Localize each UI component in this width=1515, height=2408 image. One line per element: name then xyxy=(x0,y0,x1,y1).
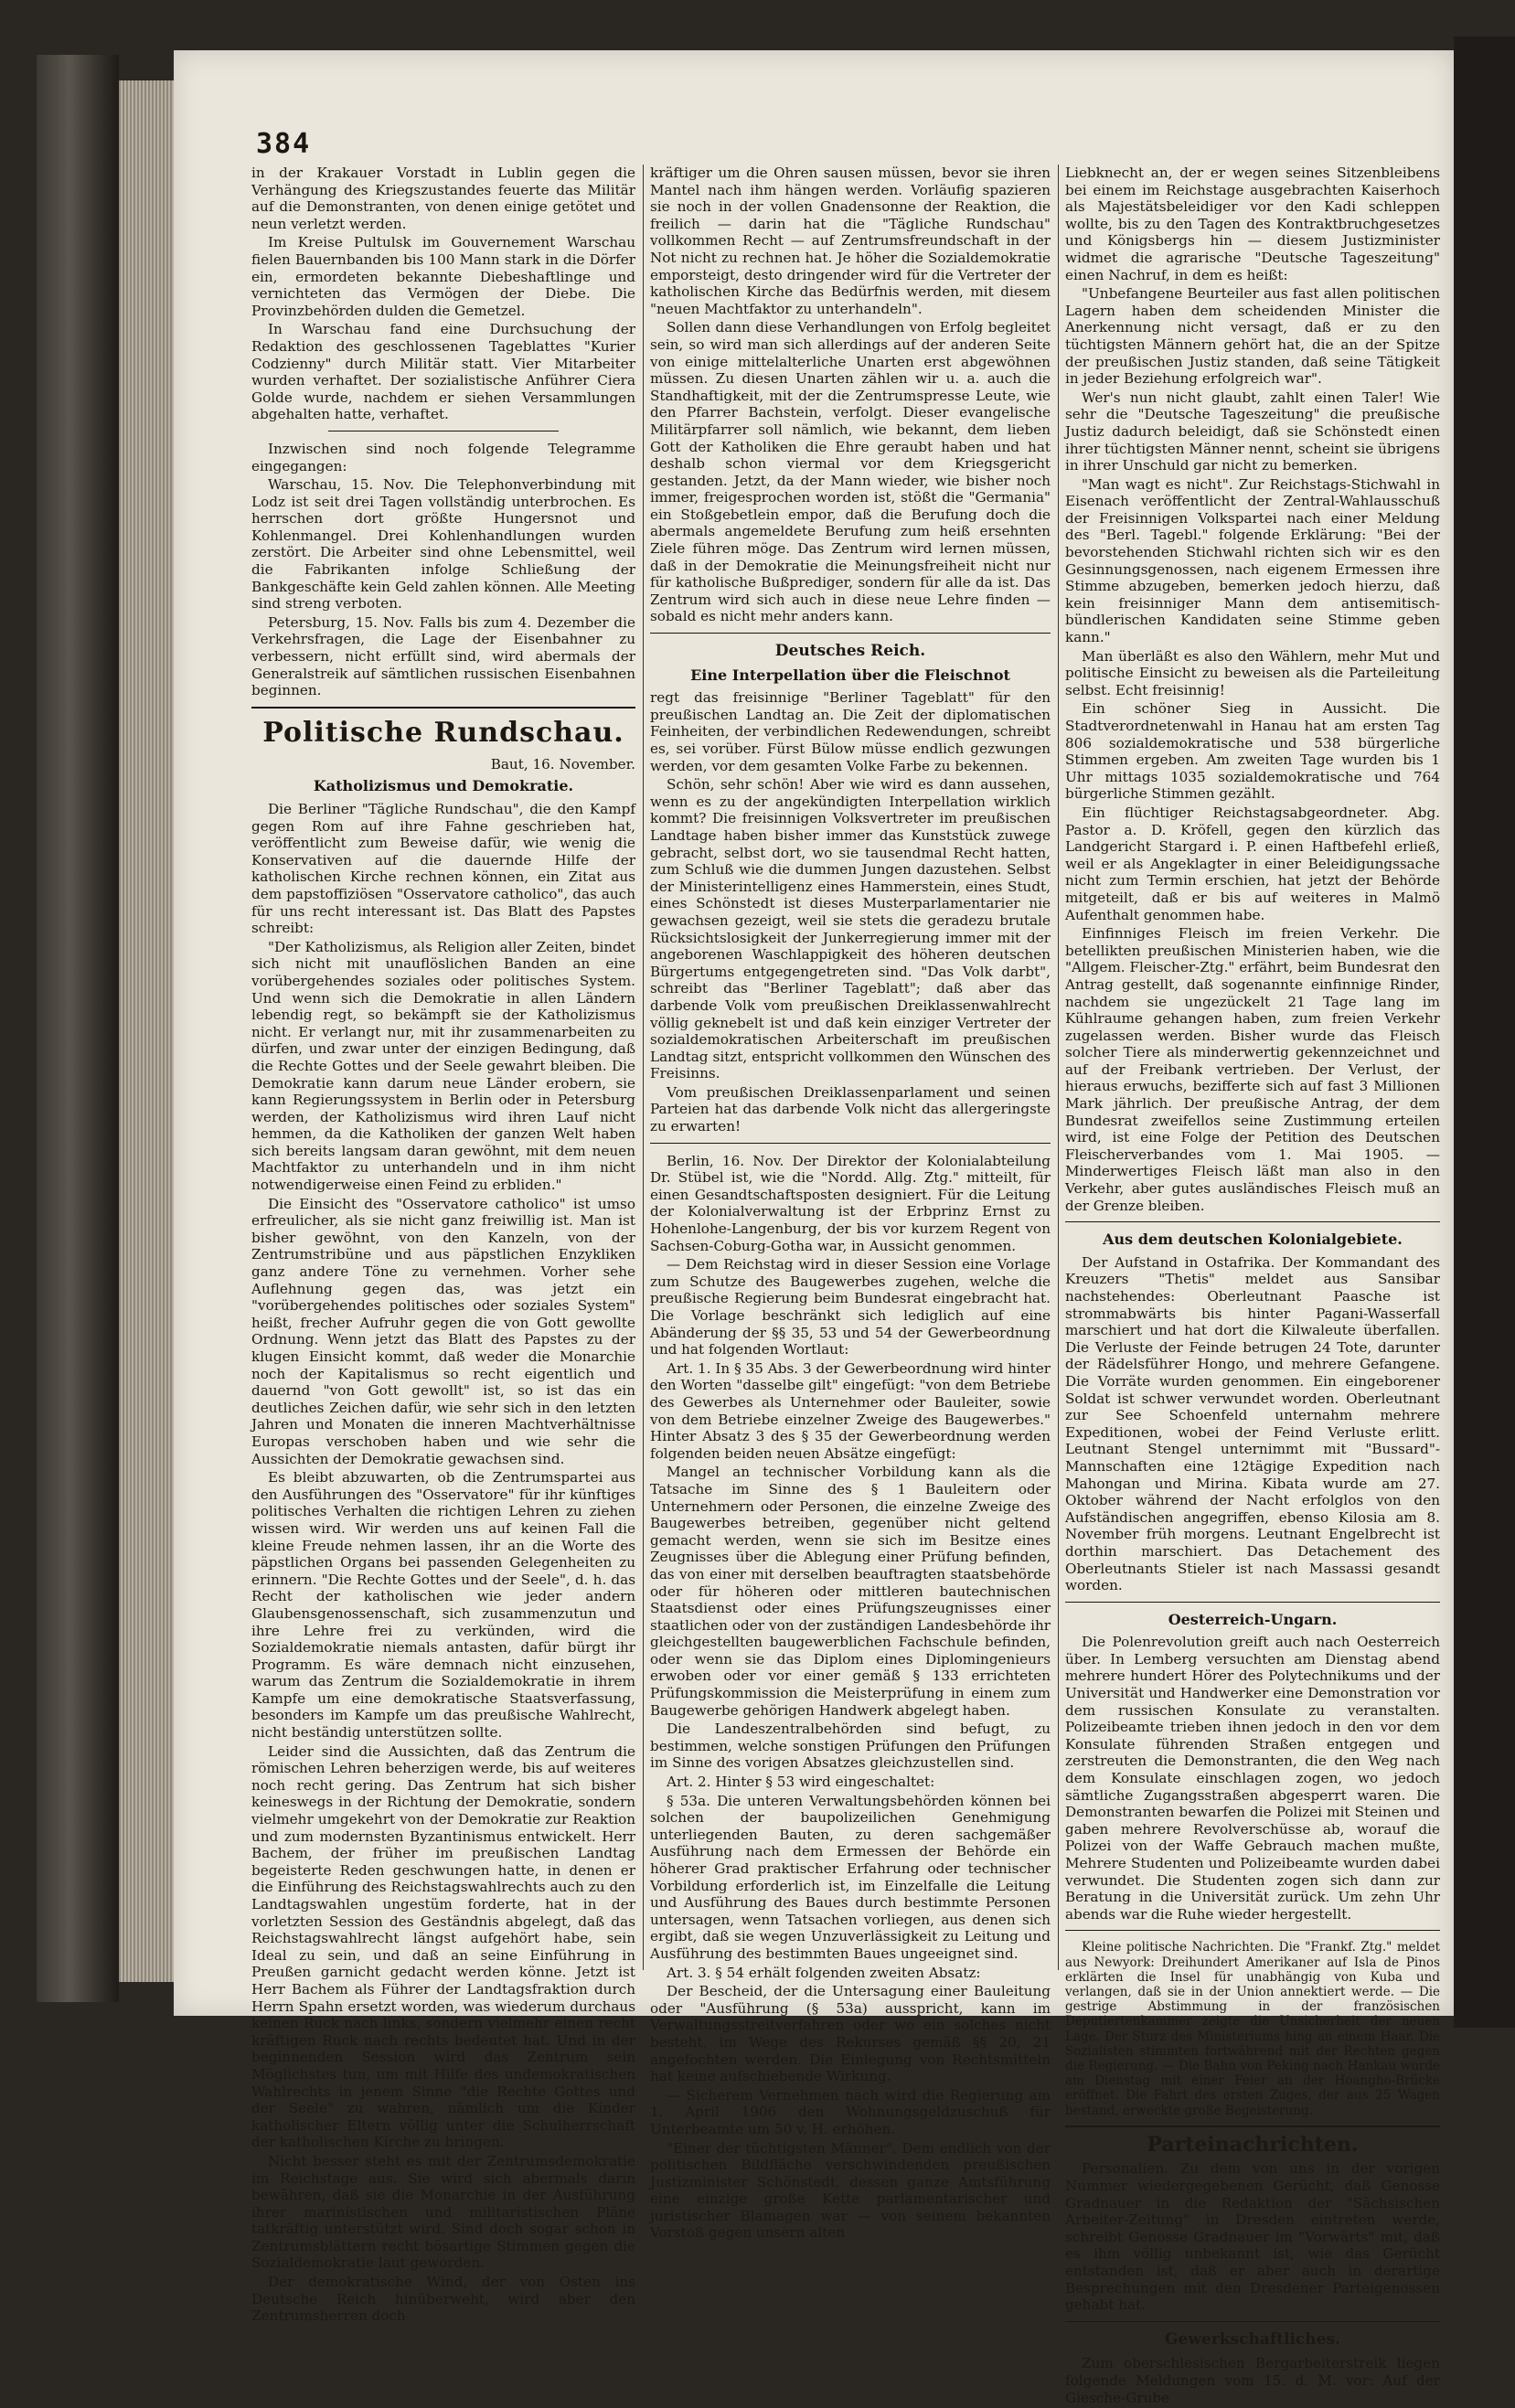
section-title: Politische Rundschau. xyxy=(262,716,624,749)
paragraph: Zum oberschlesischen Bergarbeiterstreik liegen folgende Meldungen vom 15. d. M. vor: Auf der Giesche-Grube xyxy=(1065,2355,1440,2406)
book-binding xyxy=(37,55,119,2002)
paragraph: Die Berliner "Tägliche Rundschau", die den Kampf gegen Rom auf ihre Fahne geschrieben hat, veröffentlicht zum Beweise dafür, wie wenig die Konservativen auf die dauernde Hilfe der katholischen Kirche rechnen können, ein Zitat aus dem papstoffiziösen "Osservatore catholico", das auch für uns recht interessant ist. Das Blatt des Papstes schreibt: xyxy=(251,801,635,937)
divider xyxy=(650,633,1051,634)
column-rule xyxy=(643,165,644,1970)
paragraph: Inzwischen sind noch folgende Telegramme eingegangen: xyxy=(251,440,635,474)
section-title: Deutsches Reich. xyxy=(774,642,926,661)
paragraph: regt das freisinnige "Berliner Tageblatt" für den preußischen Landtag an. Die Zeit der diplomatischen Feinheiten, der verbindlichen Redewendungen, schreibt es, sei vorüber. Fürst Bülow müsse endlich gezwungen werden, vor dem gesamten Volke Farbe zu bekennen. xyxy=(650,689,1051,774)
paragraph: Die Landeszentralbehörden sind befugt, zu bestimmen, welche sonstigen Prüfungen den Prüfungen im Sinne des vorigen Absatzes gleichzustellen sind. xyxy=(650,1721,1051,1772)
paragraph: Liebknecht an, der er wegen seines Sitzenbleibens bei einem im Reichstage ausgebrachten Kaiserhoch als Majestätsbeleidiger vor den Kadi schleppen wollte, bis zu den Tagen des Kontraktbruchgesetzes und Königsbergs hin — diesem Justizminister widmet die agrarische "Deutsche Tageszeitung" einen Nachruf, in dem es heißt: xyxy=(1065,165,1440,283)
paragraph: Man überläßt es also den Wählern, mehr Mut und politische Einsicht zu beweisen als die Parteileitung selbst. Echt freisinnig! xyxy=(1065,647,1440,698)
column-1 xyxy=(251,165,635,2327)
article-title: Katholizismus und Demokratie. xyxy=(313,777,574,795)
paragraph: Der Bescheid, der die Untersagung einer Bauleitung oder "Ausführung (§ 53a) ausspricht, kann im Verwaltungsstreitverfahren oder wo ein solches nicht besteht, im Wege des Rekurses gemäß §§ 20, 21 angefochten werden. Die Einlegung von Rechtsmitteln hat keine aufschiebende Wirkung. xyxy=(650,1983,1051,2085)
divider xyxy=(1065,2126,1440,2127)
divider xyxy=(328,431,559,432)
paragraph: Art. 1. In § 35 Abs. 3 der Gewerbeordnung wird hinter den Worten "dasselbe gilt" eingefügt: "von dem Betriebe des Gewerbes als Unternehmer oder Bauleiter, sowie von dem Betriebe einzelner Zweige des Baugewerbes." Hinter Absatz 3 des § 35 der Gewerbeordnung werden folgenden beiden neuen Absätze eingefügt: xyxy=(650,1359,1051,1462)
paragraph: Vom preußischen Dreiklassenparlament und seinen Parteien hat das darbende Volk nicht das allergeringste zu erwarten! xyxy=(650,1083,1051,1135)
section-title: Aus dem deutschen Kolonialgebiete. xyxy=(1103,1231,1403,1249)
column-2 xyxy=(650,165,1051,2243)
paragraph: "Man wagt es nicht". Zur Reichstags-Stichwahl in Eisenach veröffentlicht der Zentral-Wahlausschuß der Freisinnigen Volkspartei nach einer Meldung des "Berl. Tagebl." folgende Erklärung: "Bei der bevorstehenden Stichwahl richten sich wir es den Gesinnungsgenossen, nach eigenem Ermessen ihre Stimme abzugeben, bemerken jedoch hierzu, daß kein freisinniger Mann dem antisemitisch-bündlerischen Kandidaten seine Stimme geben kann." xyxy=(1065,475,1440,646)
divider xyxy=(251,707,635,709)
paragraph: § 53a. Die unteren Verwaltungsbehörden können bei solchen der baupolizeilichen Genehmigung unterliegenden Bauten, zu deren sachgemäßer Ausführung nach dem Ermessen der Behörde ein höherer Grad praktischer Erfahrung oder technischer Vorbildung erforderlich ist, im Einzelfalle die Leitung und Ausführung des Baues durch bestimmte Personen untersagen, wenn Tatsachen vorliegen, aus denen sich ergibt, daß sie wegen Unzuverlässigkeit zu Leitung und Ausführung des bestimmten Baues ungeeignet sind. xyxy=(650,1792,1051,1962)
paragraph: Ein schöner Sieg in Aussicht. Die Stadtverordnetenwahl in Hanau hat am ersten Tag 806 sozialdemokratische und 538 bürgerliche Stimmen ergeben. Am zweiten Tage wurden bis 1 Uhr mittags 1035 sozialdemokratische und 764 bürgerliche Stimmen gezählt. xyxy=(1065,700,1440,803)
paragraph: Einfinniges Fleisch im freien Verkehr. Die betellikten preußischen Ministerien haben, wie die "Allgem. Fleischer-Ztg." erfährt, beim Bundesrat den Antrag gestellt, daß sogenannte einfinnige Rinder, nachdem sie ungezückelt 21 Tage lang im Kühlraume gehangen haben, zum freien Verkehr zugelassen werden. Bisher wurde das Fleisch solcher Tiere als minderwertig gekennzeichnet und auf der Freibank vertrieben. Der Verlust, der hieraus erwuchs, bezifferte sich auf fast 3 Millionen Mark jährlich. Der preußische Antrag, der dem Bundesrat zweifellos seine Zustimmung erteilen wird, ist eine Folge der Petition des Deutschen Fleischerverbandes vom 1. Mai 1905. — Minderwertiges Fleisch läßt man also in den Verkehr, aber gutes ausländisches Fleisch muß an der Grenze bleiben. xyxy=(1065,925,1440,1214)
page-number: 384 xyxy=(256,128,312,160)
paragraph: Schön, sehr schön! Aber wie wird es dann aussehen, wenn es zu der angekündigten Interpellation wirklich kommt? Die freisinnigen Volksvertreter im preußischen Landtage haben bisher immer das Kunststück zuwege gebracht, selbst dort, wo sie tausendmal Recht hatten, zum Schluß wie die dummen Jungen dazustehen. Selbst der Ministerintelligenz eines Hammerstein, eines Studt, eines Schönstedt ist dieses Musterparlamentarier nie gewachsen gezeigt, weil sie stets die geradezu brutale Rücksichtslosigkeit der Junkerregierung immer mit der angeborenen Waschlappigkeit des höheren deutschen Bürgertums entgegengetreten sind. "Das Volk darbt", schreibt das "Berliner Tageblatt"; daß aber das darbende Volk vom preußischen Dreiklassenwahlrecht völlig geknebelt ist und daß kein einziger Vertreter der sozialdemokratischen Arbeiterschaft im preußischen Landtag sitzt, entspricht vollkommen den Wünschen des Freisinns. xyxy=(650,776,1051,1082)
scan-border xyxy=(1454,37,1515,2028)
section-title: Parteinachrichten. xyxy=(1147,2132,1359,2157)
paragraph: Kleine politische Nachrichten. Die "Frankf. Ztg." meldet aus Newyork: Dreihundert Amerikaner auf Isla de Pinos erklärten die Insel für unabhängig von Kuba und verlangen, daß sie in der Union annektiert werde. — Die gestrige Abstimmung in der französischen Deputiertenkammer zeigte die Unsicherheit der neuen Lage. Der Sturz des Ministeriums hing an einem Haar. Die Sozialisten stimmten fortwährend mit der Rechten gegen die Regierung. — Die Bahn von Peking nach Hankau wurde am Dienstag mit einer Feier an der Hoangho-Brücke eröffnet. Die Fahrt des ersten Zuges, der aus 25 Wagen bestand, erweckte große Begeisterung. xyxy=(1065,1940,1440,2118)
dateline: Baut, 16. November. xyxy=(490,755,635,772)
paragraph: Leider sind die Aussichten, daß das Zentrum die römischen Lehren beherzigen werde, bis auf weiteres noch recht gering. Das Zentrum hat sich bisher keineswegs in der Richtung der Demokratie, sondern vielmehr umgekehrt von der Demokratie zur Reaktion und zum modernsten Byzantinismus entwickelt. Herr Bachem, der früher im preußischen Landtag begeisterte Reden geschwungen hatte, in denen er die Einführung des Reichstagswahlrechts auch zu den Landtagswahlen ungestüm forderte, hat in der vorletzten Session des Geständnis abgelegt, daß das Reichstagswahlrecht längst aufgehört habe, sein Ideal zu sein, und daß an seine Einführung in Preußen garnicht gedacht werden könne. Jetzt ist Herr Bachem als Führer der Landtagsfraktion durch Herrn Spahn ersetzt worden, was wiederum durchaus keinen Ruck nach links, sondern vielmehr einen recht kräftigen Ruck nach rechts bedeutet hat. Und in der beginnenden Session wird das Zentrum sein Möglichstes tun, um mit Hilfe des undemokratischen Wahlrechts in jenem Sinne "die Rechte Gottes und der Seele" zu wahren, nämlich um die Kinder katholischer Eltern völlig unter die Schulherrschaft der katholischen Kirche zu bringen. xyxy=(251,1742,635,2151)
paragraph: "Der Katholizismus, als Religion aller Zeiten, bindet sich nicht mit unauflöslichen Banden an eine vorübergehendes soziales oder politisches System. Und wenn sich die Demokratie in allen Ländern lebendig regt, so bekämpft sie der Katholizismus nicht. Er verlangt nur, mit ihr zusammenarbeiten zu dürfen, und zwar unter der einzigen Bedingung, daß die Rechte Gottes und der Seele gewahrt bleiben. Die Demokratie kann darum neue Länder erobern, sie kann Regierungssystem in Berlin oder in Petersburg werden, der Katholizismus wird ihren Lauf nicht hemmen, da die Katholiken der ganzen Welt haben sich bereits langsam daran gewöhnt, mit dem neuen Machtfaktor zu unterhandeln und in ihm nicht notwendigerweise einen Feind zu erbliden." xyxy=(251,938,635,1194)
paragraph: — Sicherem Vernehmen nach wird die Regierung am 1. April 1906 den Wohnungsgeldzuschuß für Unterbeamte um 50 v. H. erhöhen. xyxy=(650,2086,1051,2137)
paragraph: Ein flüchtiger Reichstagsabgeordneter. Abg. Pastor a. D. Kröfell, gegen den kürzlich das Landgericht Stargard i. P. einen Haftbefehl erließ, weil er als Angeklagter in einer Beleidigungssache nicht zum Termin erschien, hat jetzt der Behörde mitgeteilt, daß er bis auf weiteres in Malmö Aufenthalt genommen habe. xyxy=(1065,804,1440,923)
paragraph: In Warschau fand eine Durchsuchung der Redaktion des geschlossenen Tageblattes "Kurier Codzienny" durch Militär statt. Vier Mitarbeiter wurden verhaftet. Der sozialistische Anführer Ciera Golde wurde, nachdem er siehen Versammlungen abgehalten hatte, verhaftet. xyxy=(251,321,635,423)
paragraph: "Unbefangene Beurteiler aus fast allen politischen Lagern haben dem scheidenden Minister die Anerkennung nicht versagt, daß er zu den tüchtigsten Männern gehört hat, die an der Spitze der preußischen Justiz standen, daß seine Tätigkeit in jeder Beziehung erfolgreich war". xyxy=(1065,285,1440,388)
divider xyxy=(650,1143,1051,1144)
paragraph: Nicht besser steht es mit der Zentrumsdemokratie im Reichstage aus. Sie wird sich abermals darin bewähren, daß sie die Monarchie in der Ausführung ihrer marinistischen und militaristischen Pläne tatkräftig unterstützt wird. Sind doch sogar schon in Zentrumsblättern recht bösartige Stimmen gegen die Sozialdemokratie laut geworden. xyxy=(251,2152,635,2272)
article-lead: Eine Interpellation über die Fleischnot xyxy=(690,666,1010,684)
section-title: Gewerkschaftliches. xyxy=(1165,2329,1340,2349)
paragraph: Sollen dann diese Verhandlungen von Erfolg begleitet sein, so wird man sich allerdings auf der anderen Seite von einige mittelalterliche Unarten erst abgewöhnen müssen. Zu diesen Unarten zählen wir u. a. auch die Standhaftigkeit, mit der die Zentrumspresse Leute, wie den Pfarrer Bachstein, verfolgt. Dieser evangelische Militärpfarrer soll nämlich, wie bekannt, dem lieben Gott der Katholiken die Ehre geraubt haben und hat deshalb schon viermal vor dem Kriegsgericht gestanden. Jetzt, da der Mann wieder, wie bisher noch immer, freigesprochen worden ist, stößt die "Germania" ein Stoßgebetlein empor, daß die Berufung doch die abermals angemeldete Berufung zum heiß ersehnten Ziele führen möge. Das Zentrum wird lernen müssen, daß in der Demokratie die Meinungsfreiheit nicht nur für katholische Bußprediger, sondern für alle da ist. Das Zentrum wird sich auch in diese neue Lehre finden — sobald es nicht mehr anders kann. xyxy=(650,319,1051,625)
paragraph: Es bleibt abzuwarten, ob die Zentrumspartei aus den Ausführungen des "Osservatore" für ihr künftiges politisches Verhalten die richtigen Lehren zu ziehen wissen wird. Wir werden uns auf keinen Fall die kleine Freude nehmen lassen, ihr an die Worte des päpstlichen Organs bei passenden Gelegenheiten zu erinnern. "Die Rechte Gottes und der Seele", d. h. das Recht der katholischen wie jeder andern Glaubensgenossenschaft, sich zusammenzutun und ihre Lehre frei zu verkünden, wird die Sozialdemokratie niemals antasten, dafür bürgt ihr Programm. Es wäre demnach nicht einzusehen, warum das Zentrum die Sozialdemokratie in ihrem Kampfe um eine demokratische Staatsverfassung, besonders im Kampfe um das preußische Wahlrecht, nicht beständig unterstützen sollte. xyxy=(251,1469,635,1742)
section-title: Oesterreich-Ungarn. xyxy=(1168,1610,1338,1628)
divider xyxy=(1065,1930,1440,1931)
page-edges xyxy=(119,80,174,1982)
divider xyxy=(1065,1602,1440,1603)
paragraph: "Einer der tüchtigsten Männer". Dem endlich von der politischen Bildfläche verschwindenden preußischen Justizminister Schönstedt, dessen ganze Amtsführung eine einzige große Kette parlamentarischer und juristischer Blamagen war — von seinem bekannten Vorstoß gegen unsern alten xyxy=(650,2139,1051,2242)
paragraph: Die Einsicht des "Osservatore catholico" ist umso erfreulicher, als sie nicht ganz freiwillig ist. Man ist bisher gewöhnt, von den Kanzeln, von der Zentrumstribüne und aus päpstlichen Enzykliken ganz andere Töne zu vernehmen. Vorher sehe Auflehnung gegen das, was jetzt ein "vorübergehendes politisches oder soziales System" heißt, frecher Aufruhr gegen die von Gott gewollte Ordnung. Wenn jetzt das Blatt des Papstes zu der klugen Einsicht kommt, daß weder die Monarchie noch der Kapitalismus so recht eigentlich und dauernd "von Gott gewollt" ist, so ist das ein deutliches Zeichen dafür, wie sehr sich in den letzten Jahren und Monaten die inneren Machtverhältnisse Europas verschoben haben und wie sehr die Aussichten der Demokratie gewachsen sind. xyxy=(251,1195,635,1467)
paragraph: Berlin, 16. Nov. Der Direktor der Kolonialabteilung Dr. Stübel ist, wie die "Nordd. Allg. Ztg." mitteilt, für einen Gesandtschaftsposten designiert. Für die Leitung der Kolonialverwaltung ist der Erbprinz Ernst zu Hohenlohe-Langenburg, der bis vor kurzem Regent von Sachsen-Coburg-Gotha war, in Aussicht genommen. xyxy=(650,1152,1051,1254)
paragraph: Der Aufstand in Ostafrika. Der Kommandant des Kreuzers "Thetis" meldet aus Sansibar nachstehendes: Oberleutnant Paasche ist strommabwärts bis hinter Pagani-Wasserfall marschiert und hat dort die Kilwaleute überfallen. Die Verluste der Feinde betrugen 24 Tote, darunter der Rädelsführer Hongo, und mehrere Gefangene. Die Vorräte wurden genommen. Ein eingeborener Soldat ist schwer verwundet worden. Oberleutnant zur See Schoenfeld unternahm mehrere Expeditionen, wobei der Feind Verluste erlitt. Leutnant Stengel unternimmt mit "Bussard"-Mannschaften eine 12tägige Expedition nach Mahongan und Mirina. Kibata wurde am 27. Oktober während der Nacht erfolglos von den Aufständischen angegriffen, ebenso Kilosia am 8. November früh morgens. Leutnant Engelbrecht ist dorthin marschiert. Das Detachement des Oberleutnants Stieler ist nach Massassi gesandt worden. xyxy=(1065,1253,1440,1594)
paragraph: Warschau, 15. Nov. Die Telephonverbindung mit Lodz ist seit drei Tagen vollständig unterbrochen. Es herrschen dort größte Hungersnot und Kohlenmangel. Drei Kohlenhandlungen wurden zerstört. Die Arbeiter sind ohne Lebensmittel, weil die Fabrikanten infolge Schließung der Bankgeschäfte kein Geld zahlen können. Alle Meeting sind streng verboten. xyxy=(251,476,635,613)
paragraph: Im Kreise Pultulsk im Gouvernement Warschau fielen Bauernbanden bis 100 Mann stark in die Dörfer ein, ermordeten bekannte Diebeshaftlinge und vernichteten das Vermögen der Diebe. Die Provinzbehörden dulden die Gemetzel. xyxy=(251,234,635,319)
paragraph: — Dem Reichstag wird in dieser Session eine Vorlage zum Schutze des Baugewerbes zugehen, welche die preußische Regierung beim Bundesrat eingebracht hat. Die Vorlage beschränkt sich lediglich auf eine Abänderung der §§ 35, 53 und 54 der Gewerbeordnung und hat folgenden Wortlaut: xyxy=(650,1256,1051,1358)
paragraph: kräftiger um die Ohren sausen müssen, bevor sie ihren Mantel nach ihm hängen werden. Vorläufig spazieren sie noch in der vollen Gnadensonne der Reaktion, die freilich — darin hat die "Tägliche Rundschau" vollkommen Recht — auf Zentrumsfreundschaft in der Not nicht zu rechnen hat. Je höher die Sozialdemokratie emporsteigt, desto dringender wird für die Vertreter der katholischen Kirche das Bedürfnis werden, mit diesem "neuen Machtfaktor zu unterhandeln". xyxy=(650,165,1051,317)
column-3 xyxy=(1065,165,1440,2408)
paragraph: Art. 2. Hinter § 53 wird eingeschaltet: xyxy=(667,1774,935,1791)
column-rule xyxy=(1058,165,1059,1970)
paragraph: Der demokratische Wind, der von Osten ins Deutsche Reich hinüberweht, wird aber den Zentrumsherren doch xyxy=(251,2274,635,2325)
paragraph: Mangel an technischer Vorbildung kann als die Tatsache im Sinne des § 1 Bauleitern oder Unternehmern oder Personen, die einzelne Zweige des Baugewerbes betreiben, gegenüber nicht geltend gemacht werden, wenn sie sich im Besitze eines Zeugnisses über die Ablegung einer Prüfung befinden, das von einer mit derselben beauftragten staatsbehörde oder für höheren oder mittleren bautechnischen Staatsdienst oder eines Prüfungszeugnisses einer staatlichen oder von der zuständigen Landesbehörde ihr gleichgestellten baugewerblichen Fachschule befinden, oder wenn sie das Diplom eines Diplomingenieurs erwoben oder vor einer gemäß § 133 errichteten Prüfungskommission die Meisterprüfung in einem zum Baugewerbe gehörigen Handwerk abgelegt haben. xyxy=(650,1464,1051,1719)
paragraph: Art. 3. § 54 erhält folgenden zweiten Absatz: xyxy=(667,1964,981,1981)
paragraph: Petersburg, 15. Nov. Falls bis zum 4. Dezember die Verkehrsfragen, die Lage der Eisenbahner zu verbessern, nicht erfüllt sind, wird abermals der Generalstreik auf sämtlichen russischen Eisenbahnen beginnen. xyxy=(251,613,635,699)
divider xyxy=(1065,2321,1440,2322)
paragraph: in der Krakauer Vorstadt in Lublin gegen die Verhängung des Kriegszustandes feuerte das Militär auf die Demonstranten, von denen einige getötet und neun verletzt werden. xyxy=(251,165,635,232)
paragraph: Personalien. Zu dem von uns in der vorigen Nummer wiedergegebenen Gerücht, daß Genosse Gradnauer in die Redaktion der "Sächsischen Arbeiter-Zeitung" in Dresden eintreten werde, schreibt Genosse Gradnauer im "Vorwärts" mit, daß es ihm völlig unbekannt ist, wie das Gerücht entstanden ist, daß er aber auch in derartige Besprechungen mit den Dresdener Parteigenossen gehabt hat. xyxy=(1065,2160,1440,2314)
paragraph: Wer's nun nicht glaubt, zahlt einen Taler! Wie sehr die "Deutsche Tageszeitung" die preußische Justiz dadurch beleidigt, daß sie Schönstedt einen ihrer tüchtigsten Männer nennt, scheint sie übrigens in ihrer Unschuld gar nicht zu bemerken. xyxy=(1065,389,1440,474)
paragraph: Die Polenrevolution greift auch nach Oesterreich über. In Lemberg versuchten am Dienstag abend mehrere hundert Hörer des Polytechnikums und der Universität und Handwerker eine Demonstration vor dem russischen Konsulate zu veranstalten. Polizeibeamte trieben ihnen jedoch in den vor dem Konsulate führenden Straßen entgegen und zerstreuten die Demonstranten, die den Weg nach dem Konsulate einschlagen zogen, wo jedoch sämtliche Zugangsstraßen abgesperrt waren. Die Demonstranten bewarfen die Polizei mit Steinen und gaben mehrere Revolverschüsse ab, worauf die Polizei von der Waffe Gebrauch machen mußte, Mehrere Studenten und Polizeibeamte wurden dabei verwundet. Die Studenten zogen sich dann zur Beratung in die Universität zurück. Um zehn Uhr abends war die Ruhe wieder hergestellt. xyxy=(1065,1634,1440,1923)
divider xyxy=(1065,1221,1440,1222)
